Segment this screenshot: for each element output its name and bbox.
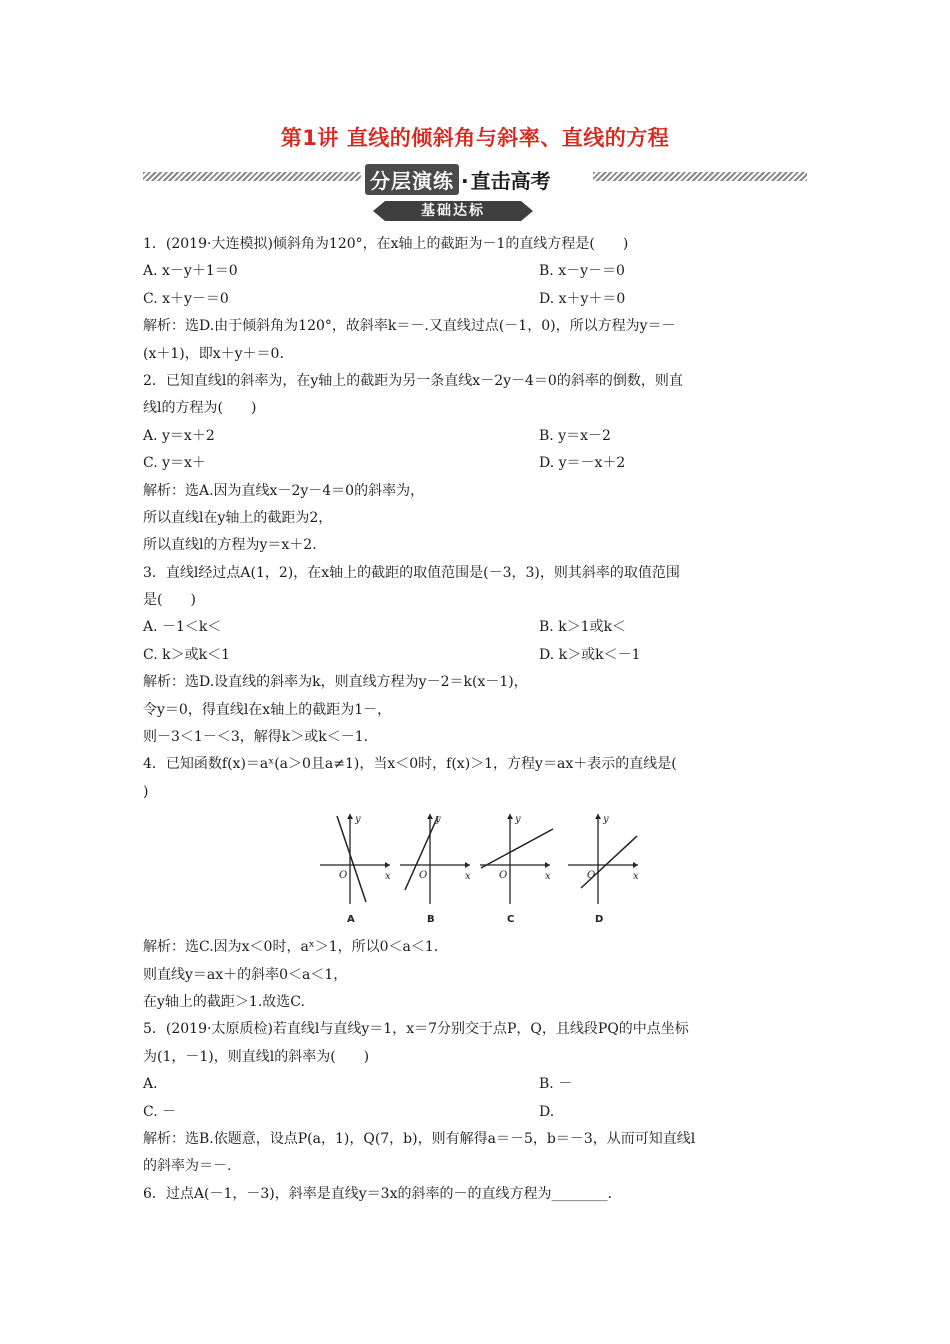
option-left: C. x＋y－＝0 (143, 290, 229, 307)
banner-hatch-right (593, 172, 807, 181)
axis-arrows (507, 814, 550, 868)
option-row (143, 258, 807, 285)
text-line: 解析：选D.由于倾斜角为120°，故斜率k＝－.又直线过点(－1，0)，所以方程为y＝－ (143, 318, 676, 335)
text-line: 解析：选D.设直线的斜率为k，则直线方程为y－2＝k(x－1)， (143, 674, 528, 691)
y-axis-label: y (355, 814, 361, 826)
graph-line (481, 829, 553, 868)
badge-right-arrow (521, 201, 533, 221)
option-row (143, 614, 807, 641)
axes (480, 814, 550, 904)
exercise-content (143, 231, 807, 1208)
graph-line (337, 816, 366, 902)
option-right: D. (539, 1103, 555, 1120)
page-title: 第1讲 直线的倾斜角与斜率、直线的方程 (280, 126, 670, 150)
option-right: D. x＋y＋＝0 (539, 290, 626, 307)
text-line: 的斜率为＝－. (143, 1158, 232, 1175)
text-line: 令y＝0，得直线l在x轴上的截距为1－， (143, 701, 392, 718)
option-right: B. y＝x－2 (539, 427, 611, 444)
text-line: 解析：选C.因为x＜0时，aˣ＞1，所以0＜a＜1. (143, 939, 439, 956)
x-axis-label: x (385, 871, 391, 883)
text-line: 5．(2019·太原质检)若直线l与直线y＝1，x＝7分别交于点P，Q，且线段PQ的中点坐标 (143, 1021, 689, 1038)
y-axis-label: y (435, 814, 441, 826)
text-line: 则直线y＝ax＋的斜率0＜a＜1， (143, 966, 348, 983)
x-axis-label: x (633, 871, 639, 883)
axes (320, 814, 390, 904)
text-line: 3．直线l经过点A(1，2)，在x轴上的截距的取值范围是(－3，3)，则其斜率的取值范围 (143, 564, 680, 581)
banner-text: 直击高考 (470, 169, 551, 193)
text-line: 则－3＜1－＜3，解得k＞或k＜－1. (143, 729, 369, 746)
graph-caption: B (427, 914, 435, 926)
axes (400, 814, 470, 904)
banner-hatch-left (143, 172, 361, 181)
text-line: 2．已知直线l的斜率为，在y轴上的截距为另一条直线x－2y－4＝0的斜率的倒数，则直 (143, 372, 683, 389)
option-left: A. y＝x＋2 (143, 427, 215, 444)
option-left: A. (143, 1076, 158, 1093)
text-line: (x＋1)，即x＋y＋＝0. (143, 345, 284, 362)
option-right: B. x－y－＝0 (539, 263, 625, 280)
graph-d (568, 814, 639, 925)
banner-tag: 分层演练 (365, 164, 459, 195)
graph-a (320, 814, 391, 925)
badge-left-arrow (373, 201, 385, 221)
option-row (143, 450, 807, 477)
origin-label: O (419, 870, 428, 882)
text-line: ) (143, 783, 149, 800)
option-left: C. － (143, 1103, 177, 1120)
text-line: 4．已知函数f(x)＝aˣ(a＞0且a≠1)，当x＜0时，f(x)＞1，方程y＝ax＋表示的直线是( (143, 756, 677, 773)
text-line: 所以直线l在y轴上的截距为2， (143, 509, 333, 526)
answer-graphs (143, 806, 807, 934)
text-line: 为(1，－1)，则直线l的斜率为( ) (143, 1048, 370, 1065)
graph-c (480, 814, 553, 925)
section-badge (373, 199, 533, 224)
graph-caption: A (347, 914, 355, 926)
origin-label: O (499, 870, 508, 882)
section-banner (143, 164, 807, 192)
text-line: 线l的方程为( ) (143, 400, 257, 417)
section-label: 基础达标 (385, 201, 521, 221)
text-line: 解析：选B.依题意，设点P(a，1)，Q(7，b)，则有解得a＝－5，b＝－3，从而可知直线l (143, 1130, 696, 1147)
graph-caption: C (507, 914, 515, 926)
option-row (143, 1099, 807, 1126)
option-row (143, 642, 807, 669)
text-line: 是( ) (143, 592, 196, 609)
text-line: 所以直线l的方程为y＝x＋2. (143, 537, 317, 554)
option-row (143, 423, 807, 450)
axis-arrows (347, 814, 390, 868)
option-left: C. y＝x＋ (143, 455, 206, 472)
text-line: 6．过点A(－1，－3)，斜率是直线y＝3x的斜率的－的直线方程为________. (143, 1185, 612, 1202)
banner-dot: · (461, 169, 469, 193)
y-axis-label: y (515, 814, 521, 826)
origin-label: O (587, 870, 596, 882)
option-row (143, 1071, 807, 1098)
axes (568, 814, 638, 904)
text-line: 在y轴上的截距＞1.故选C. (143, 993, 305, 1010)
option-right: D. k＞或k＜－1 (539, 646, 641, 663)
y-axis-label: y (603, 814, 609, 826)
option-row (143, 286, 807, 313)
graph-caption: D (595, 914, 604, 926)
option-left: A. x－y＋1＝0 (143, 263, 238, 280)
option-left: A. －1＜k＜ (143, 619, 222, 636)
axis-arrows (427, 814, 470, 868)
option-right: B. － (539, 1076, 573, 1093)
x-axis-label: x (465, 871, 471, 883)
banner-heading (365, 164, 595, 192)
origin-label: O (339, 870, 348, 882)
graphs-svg (313, 812, 643, 927)
option-right: D. y＝－x＋2 (539, 455, 626, 472)
option-right: B. k＞1或k＜ (539, 619, 627, 636)
graph-b (400, 814, 471, 925)
x-axis-label: x (545, 871, 551, 883)
text-line: 解析：选A.因为直线x－2y－4＝0的斜率为， (143, 482, 425, 499)
option-left: C. k＞或k＜1 (143, 646, 230, 663)
text-line: 1．(2019·大连模拟)倾斜角为120°，在x轴上的截距为－1的直线方程是( ) (143, 236, 629, 252)
